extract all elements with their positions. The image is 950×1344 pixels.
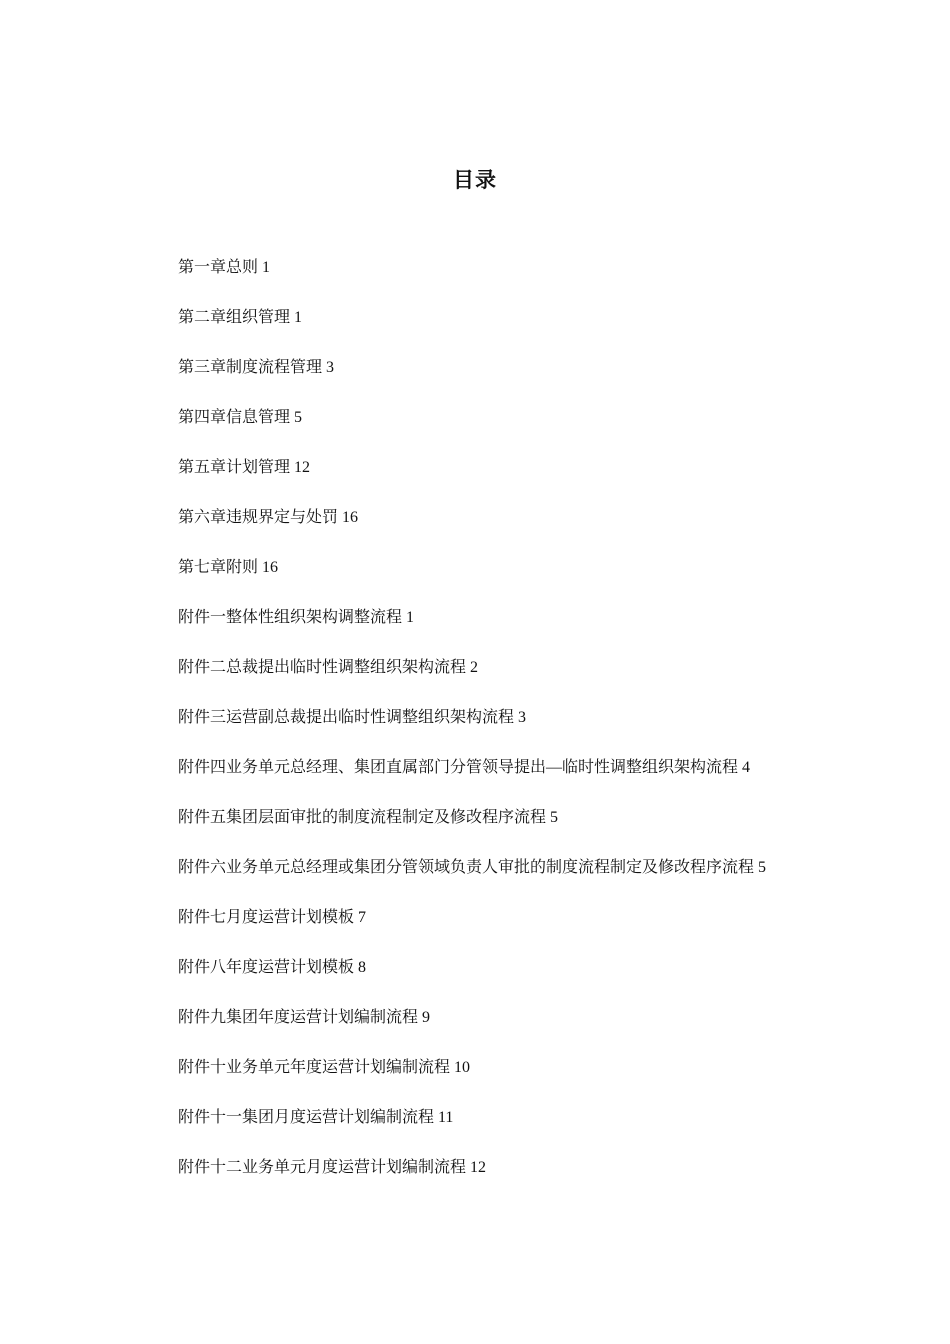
toc-entry-page: 5	[758, 859, 767, 876]
toc-entry	[178, 705, 878, 755]
toc-entry	[178, 455, 878, 505]
toc-entry-page: 5	[294, 409, 303, 426]
toc-entry-label: 附件七月度运营计划模板	[178, 909, 355, 926]
toc-entry-page: 9	[422, 1009, 431, 1026]
toc-entry-label: 第二章组织管理	[178, 309, 291, 326]
toc-entry	[178, 1155, 878, 1205]
toc-entry	[178, 905, 878, 955]
toc-entry-page: 1	[294, 309, 303, 326]
toc-entry-label: 附件三运营副总裁提出临时性调整组织架构流程	[178, 709, 515, 726]
toc-entry	[178, 955, 878, 1005]
toc-entry-label: 第六章违规界定与处罚	[178, 509, 339, 526]
toc-entry-label: 第五章计划管理	[178, 459, 291, 476]
toc-entry-page: 4	[742, 759, 751, 776]
toc-entry	[178, 605, 878, 655]
toc-entry-label: 附件五集团层面审批的制度流程制定及修改程序流程	[178, 809, 547, 826]
toc-entry-page: 1	[262, 259, 271, 276]
toc-entry-page: 8	[358, 959, 367, 976]
toc-entry	[178, 755, 878, 805]
toc-entry-label: 第四章信息管理	[178, 409, 291, 426]
toc-entry	[178, 555, 878, 605]
toc-entry	[178, 505, 878, 555]
toc-entry	[178, 1105, 878, 1155]
toc-entry-page: 1	[406, 609, 415, 626]
toc-entry-page: 12	[470, 1159, 487, 1176]
toc-entry-label: 附件十一集团月度运营计划编制流程	[178, 1109, 435, 1126]
toc-entry-page: 3	[326, 359, 335, 376]
toc-entry-page: 16	[262, 559, 279, 576]
toc-list	[178, 255, 878, 1205]
toc-entry-label: 附件一整体性组织架构调整流程	[178, 609, 403, 626]
toc-entry-page: 3	[518, 709, 527, 726]
toc-entry-label: 附件四业务单元总经理、集团直属部门分管领导提出—临时性调整组织架构流程	[178, 759, 739, 776]
toc-entry-label: 第七章附则	[178, 559, 259, 576]
toc-entry-page: 16	[342, 509, 359, 526]
toc-entry-page: 11	[438, 1109, 454, 1126]
toc-entry	[178, 255, 878, 305]
toc-entry-page: 5	[550, 809, 559, 826]
toc-entry	[178, 805, 878, 855]
toc-entry-label: 第一章总则	[178, 259, 259, 276]
toc-entry	[178, 405, 878, 455]
toc-entry	[178, 655, 878, 705]
toc-entry-page: 7	[358, 909, 367, 926]
toc-entry-label: 附件二总裁提出临时性调整组织架构流程	[178, 659, 467, 676]
page-title: 目录	[453, 168, 497, 192]
toc-entry-label: 附件六业务单元总经理或集团分管领域负责人审批的制度流程制定及修改程序流程	[178, 859, 755, 876]
toc-entry	[178, 855, 878, 905]
toc-entry-label: 附件十业务单元年度运营计划编制流程	[178, 1059, 451, 1076]
toc-entry-label: 附件八年度运营计划模板	[178, 959, 355, 976]
toc-entry	[178, 305, 878, 355]
toc-entry-page: 2	[470, 659, 479, 676]
toc-entry-label: 第三章制度流程管理	[178, 359, 323, 376]
toc-entry-label: 附件九集团年度运营计划编制流程	[178, 1009, 419, 1026]
toc-entry-page: 10	[454, 1059, 471, 1076]
toc-entry	[178, 355, 878, 405]
toc-entry-page: 12	[294, 459, 311, 476]
toc-entry	[178, 1005, 878, 1055]
toc-entry	[178, 1055, 878, 1105]
toc-entry-label: 附件十二业务单元月度运营计划编制流程	[178, 1159, 467, 1176]
